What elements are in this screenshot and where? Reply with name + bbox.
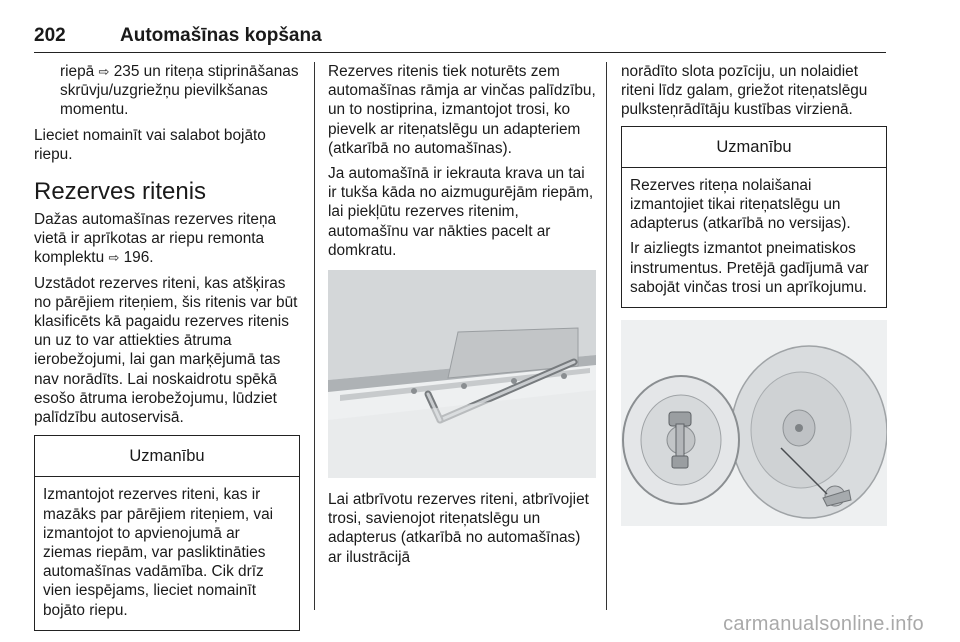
paragraph-temporary-spare: Uzstādot rezerves riteni, kas atšķiras no pārējiem riteņiem, šis ritenis var būt klasificēts kā pagaidu rezerves ritenis un uz to var attiekties ātruma ierobežojumi, lai gan marķējumā tas nav norādīts. Lai noskaidrotu spēkā esošo ātruma ierobežojumu, lūdziet palīdzību autoservisā.: [34, 274, 298, 427]
paragraph-winch: Rezerves ritenis tiek noturēts zem automašīnas rāmja ar vinčas palīdzību, un to nostiprina, izmantojot trosi, ko pievelk ar riteņatslēgu un adapteriem (atkarībā no automašīnas).: [328, 63, 596, 157]
column-left: [34, 62, 300, 631]
page-title: Automašīnas kopšana: [120, 25, 322, 46]
page-reference-arrow-icon: ⇨: [98, 64, 110, 79]
column-right: [621, 62, 887, 526]
page-reference-arrow-icon: ⇨: [108, 250, 120, 266]
caution-box-title: Uzmanību: [35, 436, 299, 477]
column-middle: [328, 62, 596, 573]
caution-box-body: [622, 168, 886, 307]
spare-wheel-wrench-adapter-illustration: [621, 320, 887, 526]
caution-text: Rezerves riteņa nolaišanai izmantojiet tikai riteņatslēgu un adapterus (atkarībā no versijas).: [630, 176, 851, 233]
torque-reference-text: [34, 62, 300, 120]
caution-box-body: [35, 477, 299, 629]
caution-box: [621, 126, 887, 308]
paragraph-repair-kit: [34, 210, 300, 268]
paragraph-lower-wheel: norādīto slota pozīciju, un nolaidiet riteni līdz galam, griežot riteņatslēgu pulksteņrādītāju kustības virzienā.: [621, 63, 868, 119]
paragraph-release: Lai atbrīvotu rezerves riteni, atbrīvojiet trosi, savienojot riteņatslēgu un adapterus (atkarībā no automašīnas) ar ilustrācijā: [328, 491, 589, 566]
page-header: [34, 22, 886, 53]
column-divider: [314, 62, 315, 610]
text-fragment: 196.: [123, 249, 154, 267]
caution-text: Izmantojot rezerves riteni, kas ir mazāks par pārējiem riteņiem, vai izmantojot to apvienojumā ar ziemas riepām, var pasliktināties automašīnas vadāmība. Cik drīz vien iespējams, lieciet nomainīt bojāto riepu.: [43, 486, 274, 619]
paragraph-replace-tyre: Lieciet nomainīt vai salabot bojāto riepu.: [34, 126, 266, 163]
caution-box: [34, 435, 300, 631]
caution-box-title: Uzmanību: [622, 127, 886, 168]
watermark-text: carmanualsonline.info: [723, 613, 924, 635]
page-number: 202: [34, 25, 66, 46]
text-fragment: Dažas automašīnas rezerves riteņa vietā ir aprīkotas ar riepu remonta komplektu: [34, 211, 277, 267]
section-heading: Rezerves ritenis: [34, 178, 207, 206]
paragraph-jack: Ja automašīnā ir iekrauta krava un tai ir tukša kāda no aizmugurējām riepām, lai piekļūtu rezerves ritenim, automašīnu var nākties pacelt ar domkratu.: [328, 165, 594, 259]
text-fragment: riepā: [60, 63, 95, 80]
wrench-under-vehicle-illustration: [328, 270, 596, 478]
text-fragment: 235 un riteņa stiprināšanas skrūvju/uzgriežņu pievilkšanas momentu.: [60, 63, 299, 119]
caution-text: Ir aizliegts izmantot pneimatiskos instrumentus. Pretējā gadījumā var sabojāt vinčas trosi un aprīkojumu.: [630, 240, 869, 296]
column-divider: [606, 62, 607, 610]
